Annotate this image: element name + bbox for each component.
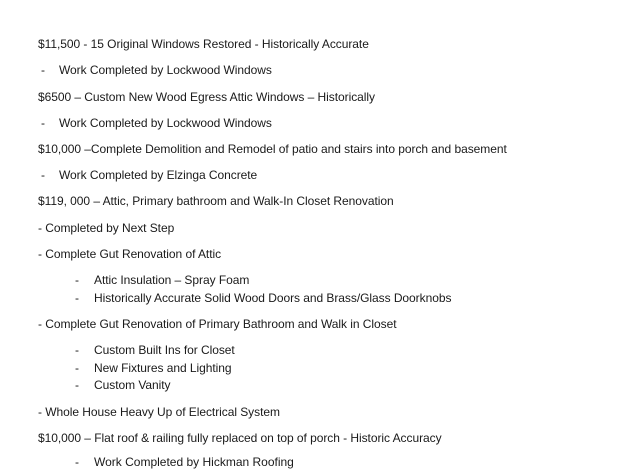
cost-item-patio-demolition: $10,000 –Complete Demolition and Remodel of patio and stairs into porch and basement [38, 142, 507, 156]
bullet-dash: - [75, 361, 79, 375]
item-completed-by-next-step: - Completed by Next Step [38, 221, 175, 235]
item-gut-renovation-bathroom: - Complete Gut Renovation of Primary Bathroom and Walk in Closet [38, 317, 397, 331]
bullet-dash: - [41, 116, 45, 130]
bullet-dash: - [41, 63, 45, 77]
cost-item-egress-attic-windows: $6500 – Custom New Wood Egress Attic Windows – Historically [38, 90, 375, 104]
sub-item-wood-doors: Historically Accurate Solid Wood Doors and Brass/Glass Doorknobs [94, 291, 452, 305]
bullet-item-lockwood-1: Work Completed by Lockwood Windows [59, 63, 272, 77]
bullet-dash: - [75, 455, 79, 469]
sub-item-hickman-roofing: Work Completed by Hickman Roofing [94, 455, 294, 469]
sub-item-closet-built-ins: Custom Built Ins for Closet [94, 343, 235, 357]
bullet-dash: - [75, 273, 79, 287]
bullet-item-elzinga: Work Completed by Elzinga Concrete [59, 168, 258, 182]
bullet-item-lockwood-2: Work Completed by Lockwood Windows [59, 116, 272, 130]
cost-item-attic-renovation: $119, 000 – Attic, Primary bathroom and Walk-In Closet Renovation [38, 194, 394, 208]
cost-item-original-windows: $11,500 - 15 Original Windows Restored - Historically Accurate [38, 37, 369, 51]
bullet-dash: - [75, 378, 79, 392]
cost-item-flat-roof: $10,000 – Flat roof & railing fully replaced on top of porch - Historic Accuracy [38, 431, 442, 445]
bullet-dash: - [75, 343, 79, 357]
item-electrical-heavy-up: - Whole House Heavy Up of Electrical System [38, 405, 280, 419]
sub-item-custom-vanity: Custom Vanity [94, 378, 171, 392]
item-gut-renovation-attic: - Complete Gut Renovation of Attic [38, 247, 222, 261]
bullet-dash: - [75, 291, 79, 305]
bullet-dash: - [41, 168, 45, 182]
sub-item-fixtures-lighting: New Fixtures and Lighting [94, 361, 232, 375]
sub-item-attic-insulation: Attic Insulation – Spray Foam [94, 273, 250, 287]
